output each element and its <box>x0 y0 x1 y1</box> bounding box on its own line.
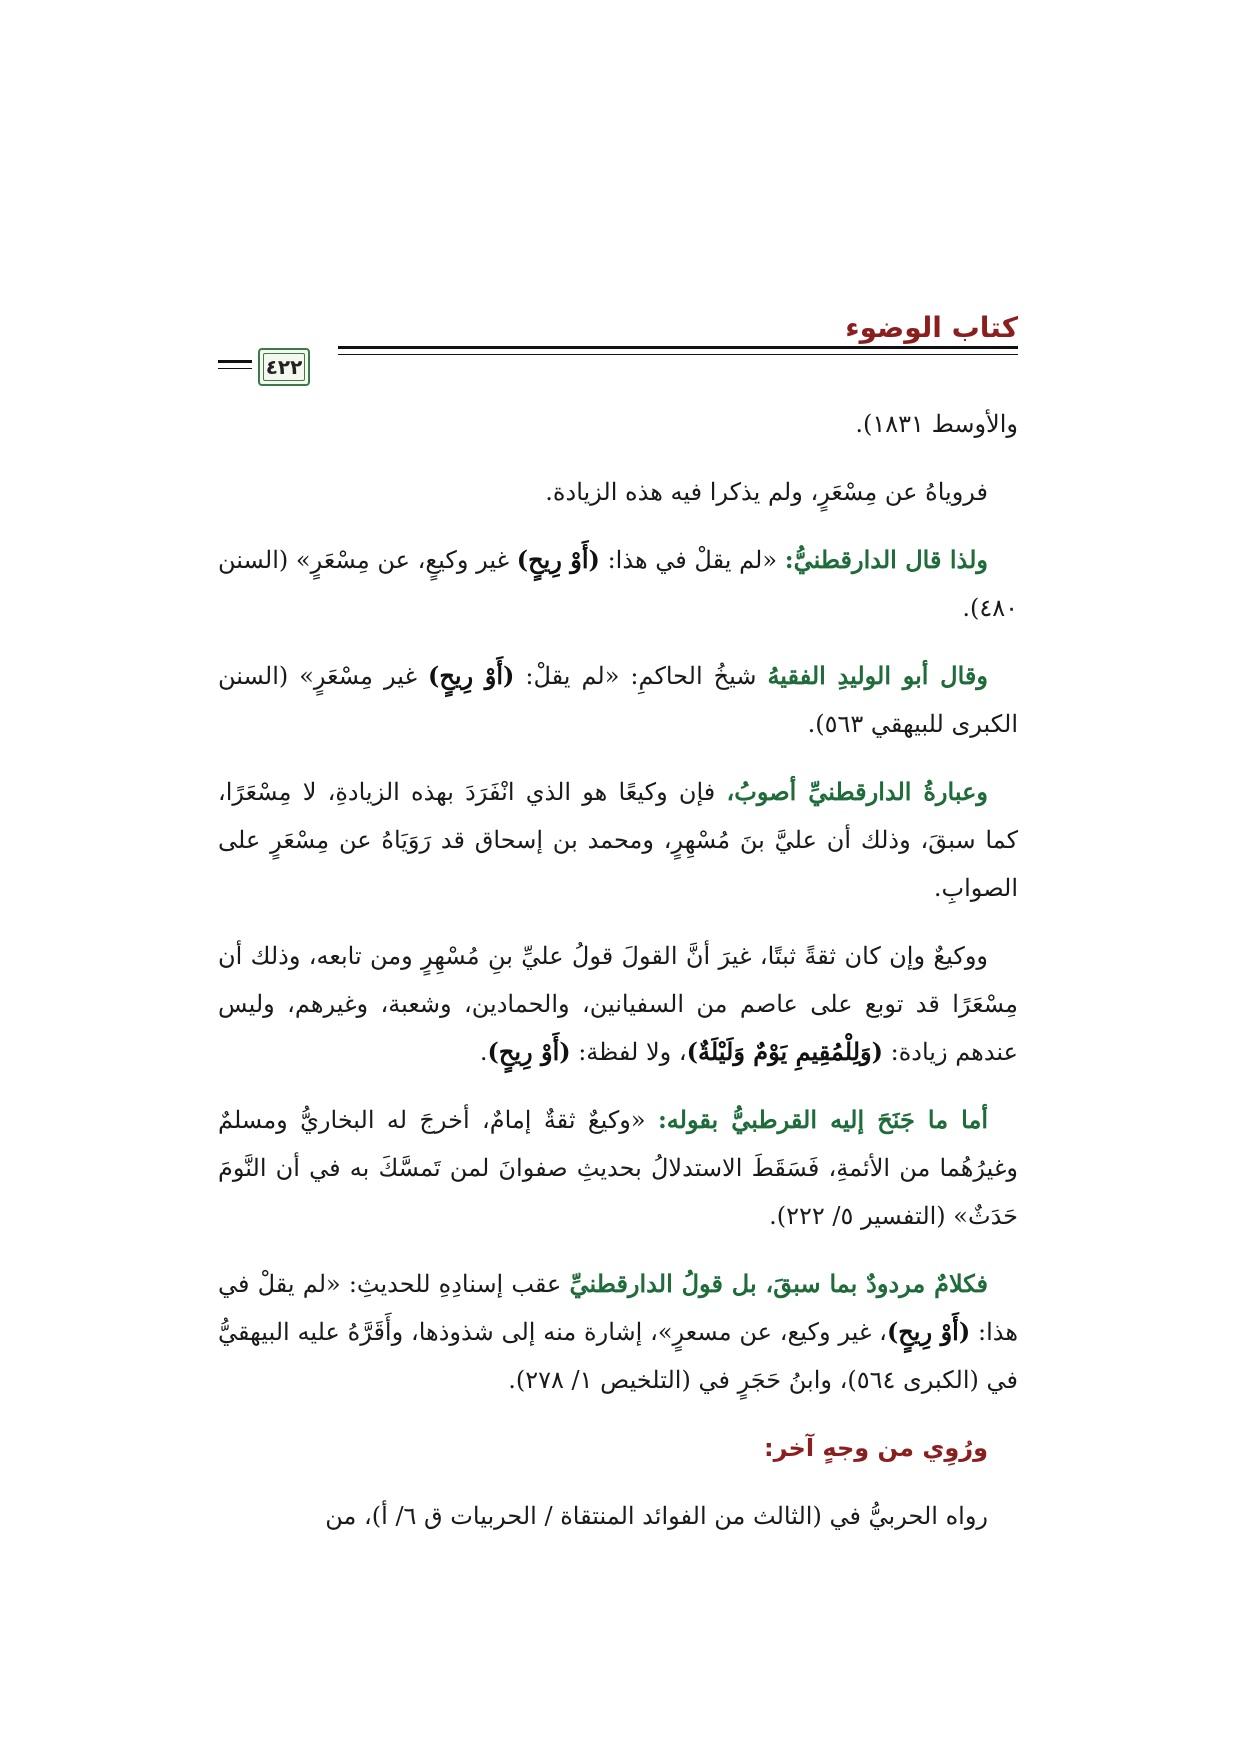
header-rule-top <box>338 346 1018 349</box>
paragraph-1-text: والأوسط ١٨٣١). <box>855 410 1018 438</box>
paragraph-6-text-b: ، ولا لفظة: <box>570 1038 687 1066</box>
paragraph-5 <box>218 768 1018 912</box>
paragraph-4-quote: (أَوْ رِيحٍ) <box>427 661 515 690</box>
paragraph-8 <box>218 1260 1018 1404</box>
paragraph-4-lead: وقال أبو الوليدِ الفقيهُ <box>767 661 988 690</box>
paragraph-9 <box>218 1492 1018 1540</box>
paragraph-4-text-b: غير مِسْعَرٍ» (السنن الكبرى للبيهقي ٥٦٣). <box>218 662 1018 738</box>
paragraph-9-text: رواه الحربيُّ في (الثالث من الفوائد المنتقاة / الحربيات ق ٦/ أ)، من <box>325 1502 988 1530</box>
page-number: ٤٢٢ <box>265 355 303 379</box>
paragraph-3-quote: (أَوْ رِيحٍ) <box>516 545 600 574</box>
page-body <box>218 400 1018 1560</box>
paragraph-8-quote: (أَوْ رِيحٍ) <box>886 1317 971 1346</box>
paragraph-6-text-c: . <box>479 1038 488 1066</box>
paragraph-6-text-a: ووكيعٌ وإن كان ثقةً ثبتًا، غيرَ أنَّ القولَ قولُ عليِّ بنِ مُسْهِرٍ ومن تابعه، وذلك أن مِسْعَرًا قد توبع على عاصم من السفيانين، والحمادين، وشعبة، وغيرهم، وليس عندهم زيادة: <box>218 942 1018 1066</box>
paragraph-7 <box>218 1096 1018 1240</box>
subheading-text: ورُوِي من وجهٍ آخر: <box>764 1434 988 1462</box>
book-title: كتاب الوضوء <box>845 311 1018 344</box>
paragraph-3-text-a: «لم يقلْ في هذا: <box>599 546 785 574</box>
paragraph-7-lead: أما ما جَنَحَ إليه القرطبيُّ بقوله: <box>657 1105 988 1134</box>
paragraph-8-text-a: عقب إسنادِهِ للحديثِ: «لم يقلْ في هذا: <box>218 1270 1019 1346</box>
paragraph-3-lead: ولذا قال الدارقطنيُّ: <box>784 545 989 574</box>
paragraph-1 <box>218 400 1018 448</box>
paragraph-7-text-a: «وكيعٌ ثقةٌ إمامٌ، أخرجَ له البخاريُّ ومسلمٌ وغيرُهُما من الأئمةِ، فَسَقَطَ الاستدلالُ بحديثِ صفوانَ لمن تَمسَّكَ به في أن النَّومَ حَدَثٌ» (التفسير ٥/ ٢٢٢). <box>218 1106 1018 1230</box>
header-rule-left-top <box>218 360 252 363</box>
paragraph-3-text-b: غير وكيعٍ، عن مِسْعَرٍ» (السنن ٤٨٠). <box>218 546 1018 622</box>
paragraph-4 <box>218 652 1018 748</box>
paragraph-4-text-a: شيخُ الحاكمِ: «لم يقلْ: <box>514 662 768 690</box>
page-number-badge <box>258 348 310 386</box>
paragraph-3 <box>218 536 1018 632</box>
paragraph-5-lead: وعبارةُ الدارقطنيِّ أصوبُ، <box>726 777 988 806</box>
paragraph-6-quote-2: (أَوْ رِيحٍ) <box>487 1037 571 1066</box>
header-rule-left-bottom <box>218 368 252 369</box>
paragraph-2-text: فروياهُ عن مِسْعَرٍ، ولم يذكرا فيه هذه الزيادة. <box>545 478 988 506</box>
paragraph-5-text-a: فإن وكيعًا هو الذي انْفَرَدَ بهذه الزيادةِ، لا مِسْعَرًا، كما سبقَ، وذلك أن عليَّ بنَ مُسْهِرٍ، ومحمد بن إسحاق قد رَوَيَاهُ عن مِسْعَرٍ على الصوابِ. <box>218 778 1019 902</box>
paragraph-8-lead: فكلامٌ مردودٌ بما سبقَ، بل قولُ الدارقطنيِّ <box>569 1269 988 1298</box>
page-header <box>218 308 1018 388</box>
paragraph-6-quote-1: (وَلِلْمُقِيمِ يَوْمٌ وَلَيْلَةٌ) <box>686 1037 884 1066</box>
paragraph-8-text-b: ، غير وكيع، عن مسعرٍ»، إشارة منه إلى شذوذها، وأَقَرَّهُ عليه البيهقيُّ في (الكبرى ٥٦٤)، وابنُ حَجَرٍ في (التلخيص ١/ ٢٧٨). <box>218 1318 1018 1394</box>
paragraph-2 <box>218 468 1018 516</box>
header-rule-bottom <box>338 354 1018 355</box>
section-subheading <box>218 1424 1018 1472</box>
paragraph-6 <box>218 932 1018 1076</box>
